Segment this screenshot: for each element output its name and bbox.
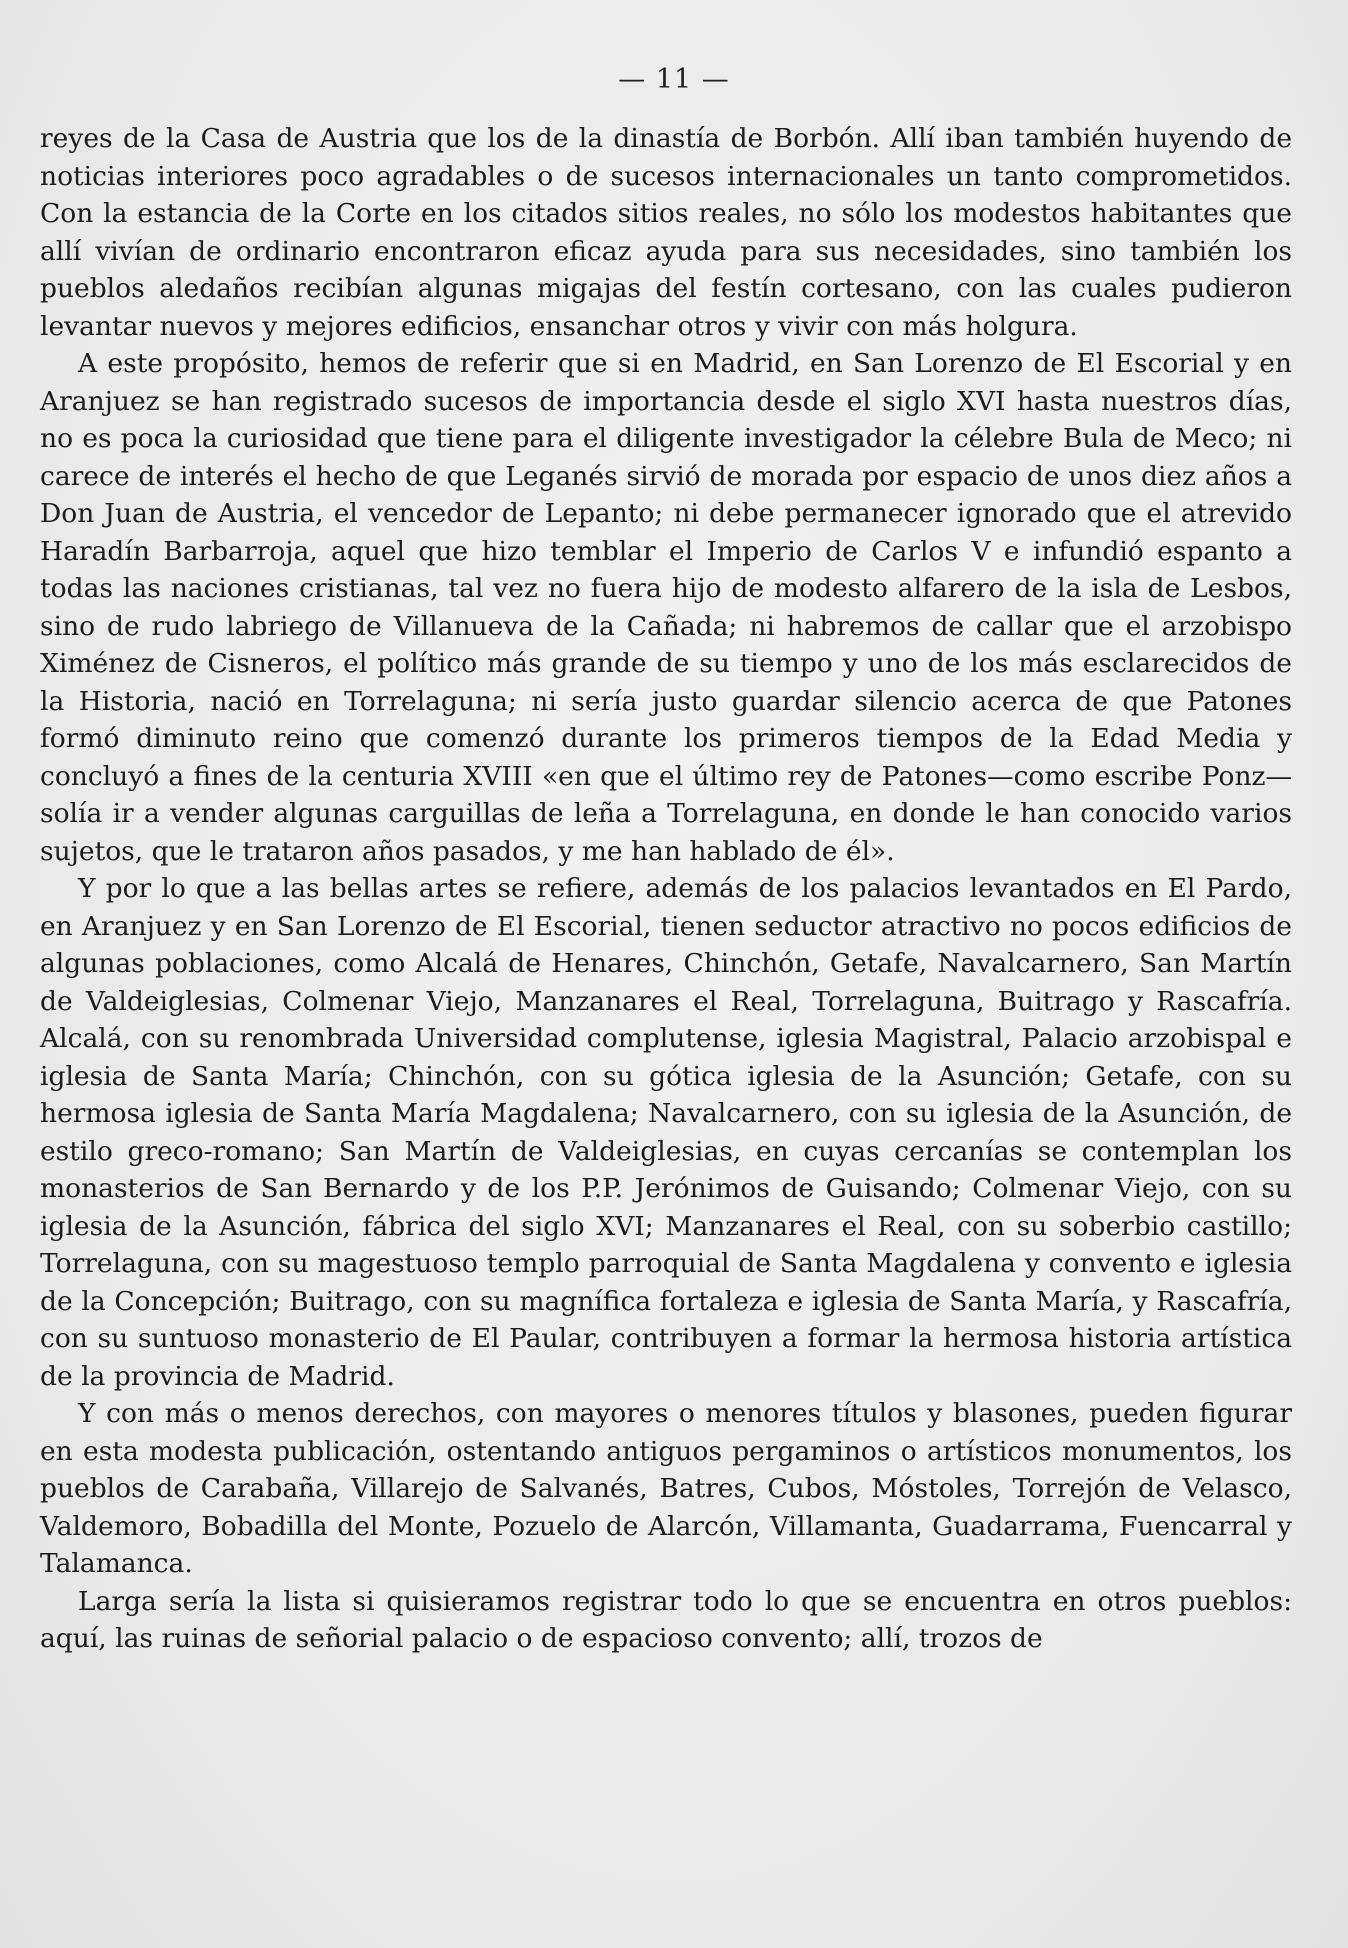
paragraph-3: Y por lo que a las bellas artes se refiere, además de los palacios levantados en El Pardo, en Aranjuez y en San Lorenzo de El Escorial, tienen seductor atractivo no pocos edificios de algunas poblaciones, como Alcalá de Henares, Chinchón, Getafe, Navalcarnero, San Martín de Valdeiglesias, Colmenar Viejo, Manzanares el Real, Torrelaguna, Buitrago y Rascafría. Alcalá, con su renombrada Universidad complutense, iglesia Magistral, Palacio arzobispal e iglesia de Santa María; Chinchón, con su gótica iglesia de la Asunción; Getafe, con su hermosa iglesia de Santa María Magdalena; Navalcarnero, con su iglesia de la Asunción, de estilo greco-romano; San Martín de Valdeiglesias, en cuyas cercanías se contemplan los monasterios de San Bernardo y de los P.P. Jerónimos de Guisando; Colmenar Viejo, con su iglesia de la Asunción, fábrica del siglo XVI; Manzanares el Real, con su soberbio castillo; Torrelaguna, con su magestuoso templo parroquial de Santa Magdalena y convento e iglesia de la Concepción; Buitrago, con su magnífica fortaleza e iglesia de Santa María, y Rascafría, con su suntuoso monasterio de El Paular, contribuyen a formar la hermosa historia artística de la provincia de Madrid. (40, 873, 1292, 1392)
body-text (40, 120, 1292, 1658)
page-number: — 11 — (618, 64, 730, 95)
paragraph-5: Larga sería la lista si quisieramos registrar todo lo que se encuentra en otros pueblos: aquí, las ruinas de señorial palacio o de espacioso convento; allí, trozos de (40, 1585, 1292, 1654)
paragraph-1: reyes de la Casa de Austria que los de la dinastía de Borbón. Allí iban también huyendo de noticias interiores poco agradables o de sucesos internacionales un tanto comprometidos. Con la estancia de la Corte en los citados sitios reales, no sólo los modestos habitantes que allí vivían de ordinario encontraron eficaz ayuda para sus necesidades, sino también los pueblos aledaños recibían algunas migajas del festín cortesano, con las cuales pudieron levantar nuevos y mejores edificios, ensanchar otros y vivir con más holgura. (40, 123, 1292, 342)
paragraph-2: A este propósito, hemos de referir que si en Madrid, en San Lorenzo de El Escorial y en Aranjuez se han registrado sucesos de importancia desde el siglo XVI hasta nuestros días, no es poca la curiosidad que tiene para el diligente investigador la célebre Bula de Meco; ni carece de interés el hecho de que Leganés sirvió de morada por espacio de unos diez años a Don Juan de Austria, el vencedor de Lepanto; ni debe permanecer ignorado que el atrevido Haradín Barbarroja, aquel que hizo temblar el Imperio de Carlos V e infundió espanto a todas las naciones cristianas, tal vez no fuera hijo de modesto alfarero de la isla de Lesbos, sino de rudo labriego de Villanueva de la Cañada; ni habremos de callar que el arzobispo Ximénez de Cisneros, el político más grande de su tiempo y uno de los más esclarecidos de la Historia, nació en Torrelaguna; ni sería justo guardar silencio acerca de que Patones formó diminuto reino que comenzó durante los primeros tiempos de la Edad Media y concluyó a fines de la centuria XVIII «en que el último rey de Patones—como escribe Ponz—solía ir a vender algunas carguillas de leña a Torrelaguna, en donde le han conocido varios sujetos, que le trataron años pasados, y me han hablado de él». (40, 348, 1292, 867)
paragraph-4: Y con más o menos derechos, con mayores o menores títulos y blasones, pueden figurar en esta modesta publicación, ostentando antiguos pergaminos o artísticos monumentos, los pueblos de Carabaña, Villarejo de Salvanés, Batres, Cubos, Móstoles, Torrejón de Velasco, Valdemoro, Bobadilla del Monte, Pozuelo de Alarcón, Villamanta, Guadarrama, Fuencarral y Talamanca. (40, 1398, 1292, 1579)
